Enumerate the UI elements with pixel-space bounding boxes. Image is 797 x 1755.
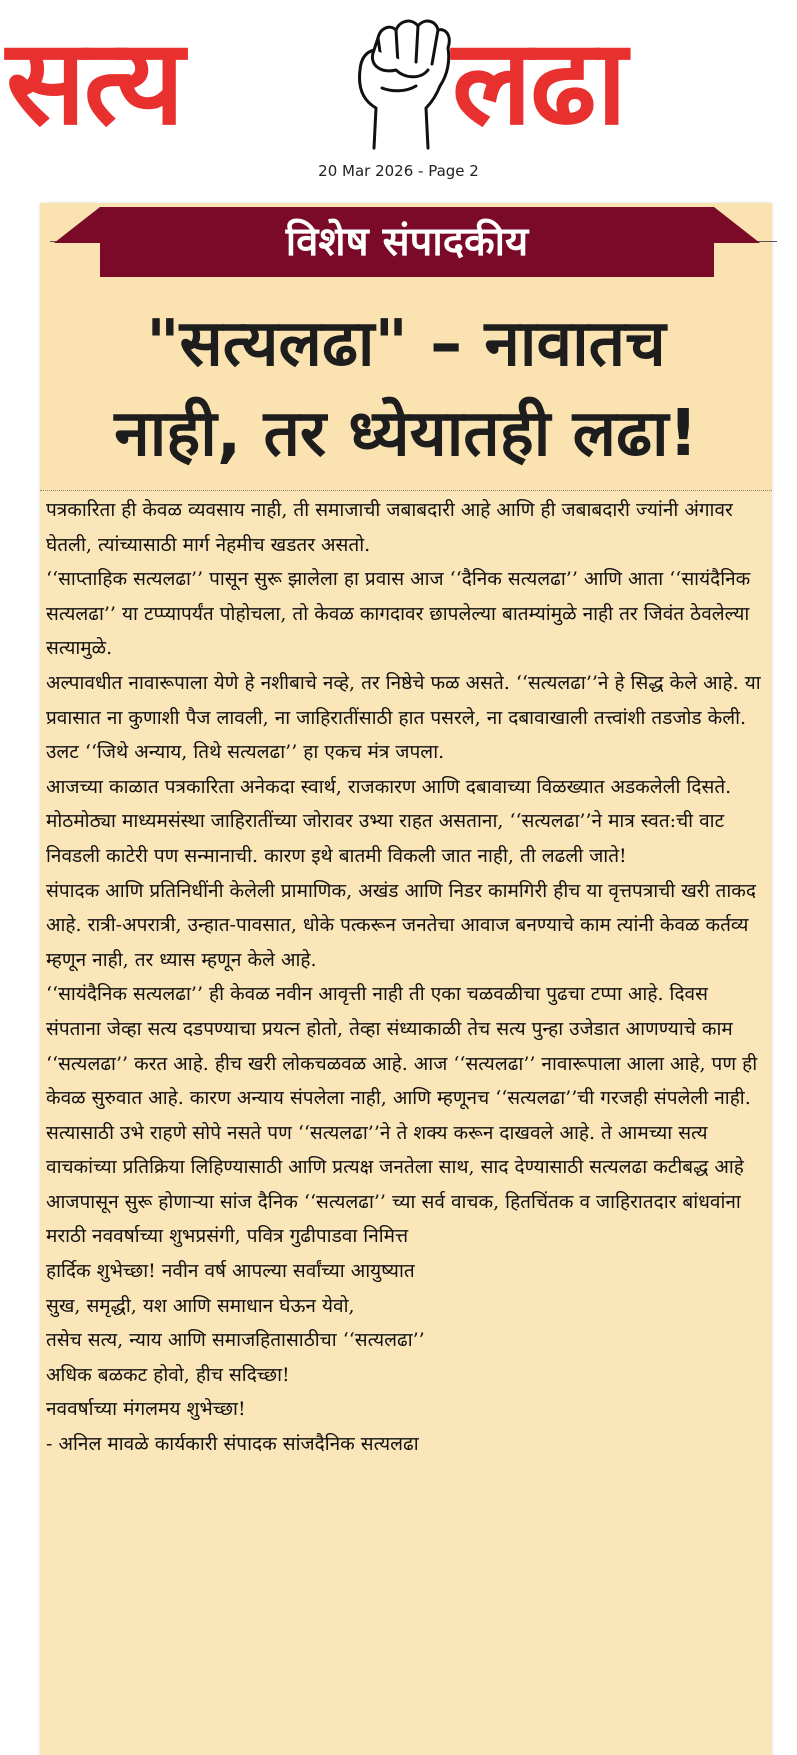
- article-paragraph: अल्पावधीत नावारूपाला येणे हे नशीबाचे नव्हे, तर निष्ठेचे फळ असते. ‘‘सत्यलढा’’ने हे सिद्ध केले आहे. या प्रवासात ना कुणाशी पैज लावली, ना जाहिरातींसाठी हात पसरले, ना दबावाखाली तत्त्वांशी तडजोड केली. उलट ‘‘जिथे अन्याय, तिथे सत्यलढा’’ हा एकच मंत्र जपला.: [46, 671, 761, 764]
- editorial-headline: [40, 299, 772, 479]
- greeting-line: हार्दिक शुभेच्छा! नवीन वर्ष आपल्या सर्वांच्या आयुष्यात: [46, 1260, 415, 1283]
- article-paragraph: सत्यासाठी उभे राहणे सोपे नसते पण ‘‘सत्यलढा’’ने ते शक्य करून दाखवले आहे. ते आमच्या सत्य वाचकांच्या प्रतिक्रिया लिहिण्यासाठी आणि प्रत्यक्ष जनतेला साथ, साद देण्यासाठी सत्यलढा कटीबद्ध आहे: [46, 1121, 744, 1179]
- article-paragraph: पत्रकारिता ही केवळ व्यवसाय नाही, ती समाजाची जबाबदारी आहे आणि ही जबाबदारी ज्यांनी अंगावर घेतली, त्यांच्यासाठी मार्ग नेहमीच खडतर असतो.: [46, 499, 733, 556]
- editorial-body: [46, 493, 768, 1462]
- article-paragraph: ‘‘सायंदैनिक सत्यलढा’’ ही केवळ नवीन आवृत्ती नाही ती एका चळवळीचा पुढचा टप्पा आहे. दिवस संपताना जेव्हा सत्य दडपण्याचा प्रयत्न होतो, तेव्हा संध्याकाळी तेच सत्य पुन्हा उजेडात आणण्याचे काम ‘‘सत्यलढा’’ करत आहे. हीच खरी लोकचळवळ आहे. आज ‘‘सत्यलढा’’ नावारूपाला आला आहे, पण ही केवळ सुरुवात आहे. कारण अन्याय संपलेला नाही, आणि म्हणूनच ‘‘सत्यलढा’’ची गरजही संपलेली नाही.: [46, 983, 758, 1110]
- section-ribbon: विशेष संपादकीय: [100, 207, 714, 277]
- issue-date-page: 20 Mar 2026 - Page 2: [318, 162, 479, 180]
- article-paragraph: संपादक आणि प्रतिनिधींनी केलेली प्रामाणिक, अखंड आणि निडर कामगिरी हीच या वृत्तपत्राची खरी ताकद आहे. रात्री-अपरात्री, उन्हात-पावसात, धोके पत्करून जनतेचा आवाज बनण्याचे काम त्यांनी केवळ कर्तव्य म्हणून नाही, तर ध्यास म्हणून केले आहे.: [46, 879, 756, 971]
- article-paragraph: आजच्या काळात पत्रकारिता अनेकदा स्वार्थ, राजकारण आणि दबावाच्या विळख्यात अडकलेली दिसते. मोठमोठ्या माध्यमसंस्था जाहिरातींच्या जोरावर उभ्या राहत असताना, ‘‘सत्यलढा’’ने मात्र स्वत:ची वाट निवडली काटेरी पण सन्मानाची. कारण इथे बातमी विकली जात नाही, ती लढली जाते!: [46, 775, 732, 867]
- editorial-clipping: [40, 203, 772, 1755]
- article-paragraph: ‘‘साप्ताहिक सत्यलढा’’ पासून सुरू झालेला हा प्रवास आज ‘‘दैनिक सत्यलढा’’ आणि आता ‘‘सायंदैनिक सत्यलढा’’ या टप्प्यापर्यंत पोहोचला, तो केवळ कागदावर छापलेल्या बातम्यांमुळे नाही तर जिवंत ठेवलेल्या सत्यामुळे.: [46, 568, 751, 660]
- editorial-header: [40, 203, 772, 491]
- greeting-line: सुख, समृद्धी, यश आणि समाधान घेऊन येवो,: [46, 1294, 355, 1317]
- greeting-line: तसेच सत्य, न्याय आणि समाजहितासाठीचा ‘‘सत्यलढा’’: [46, 1329, 425, 1352]
- headline-line-2: नाही, तर ध्येयातही लढा!: [114, 397, 698, 471]
- greeting-line: मराठी नववर्षाच्या शुभप्रसंगी, पवित्र गुढीपाडवा निमित्त: [46, 1225, 409, 1248]
- ribbon-tail-left: [54, 207, 100, 243]
- masthead-title-right: लढा: [452, 12, 626, 151]
- author-signoff: - अनिल मावळे कार्यकारी संपादक सांजदैनिक सत्यलढा: [46, 1433, 419, 1456]
- greeting-line: अधिक बळकट होवो, हीच सदिच्छा!: [46, 1363, 290, 1386]
- greeting-line: नववर्षाच्या मंगलमय शुभेच्छा!: [46, 1398, 246, 1421]
- masthead: [0, 0, 797, 160]
- article-paragraph: आजपासून सुरू होणाऱ्या सांज दैनिक ‘‘सत्यलढा’’ च्या सर्व वाचक, हितचिंतक व जाहिरातदार बांधवांना: [46, 1190, 741, 1213]
- ribbon-tail-right: [714, 207, 760, 243]
- headline-line-1: "सत्यलढा" – नावातच: [146, 307, 666, 381]
- raised-fist-icon: [344, 8, 456, 150]
- masthead-title-left: सत्य: [6, 12, 183, 151]
